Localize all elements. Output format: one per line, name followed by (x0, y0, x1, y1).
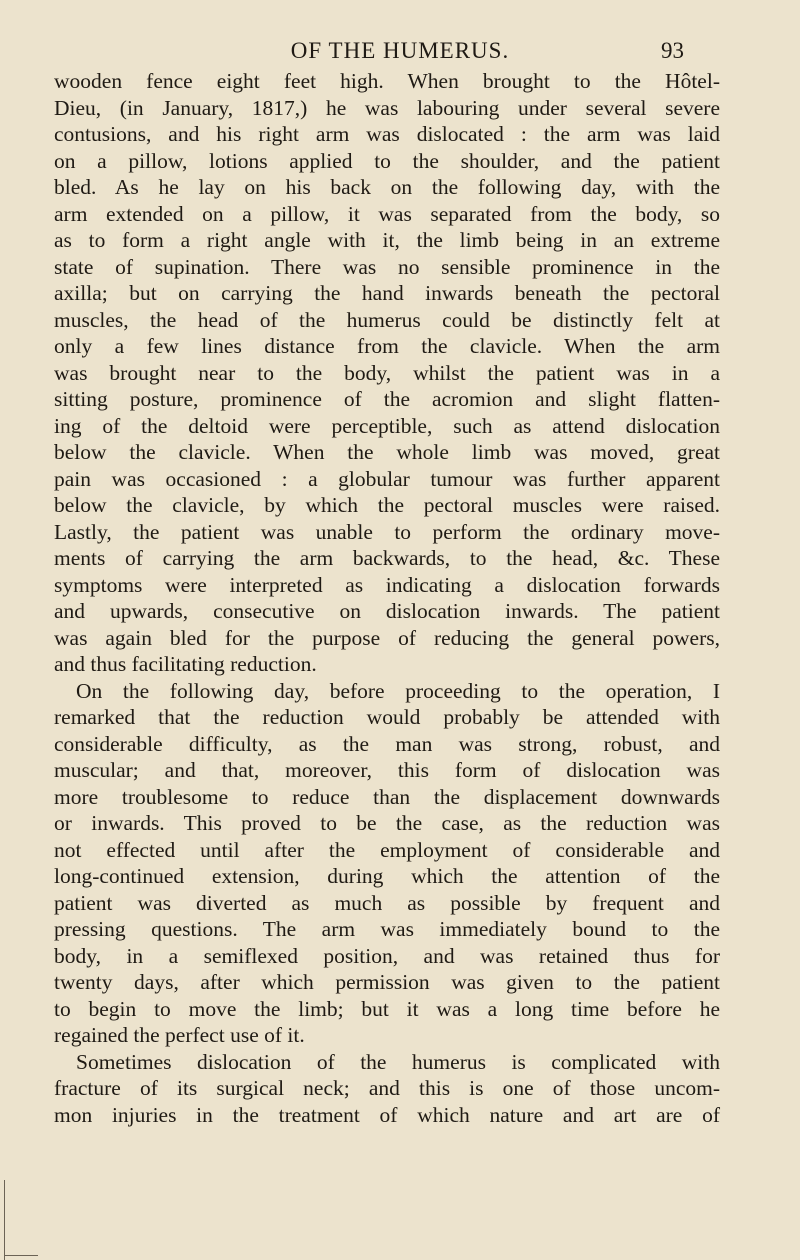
text-line: pressing questions. The arm was immediately bound to the (54, 917, 720, 941)
text-line: below the clavicle, by which the pectoral muscles were raised. (54, 493, 720, 517)
text-line: ing of the deltoid were perceptible, such as attend dislocation (54, 413, 720, 438)
text-line: was again bled for the purpose of reducing the general powers, (54, 625, 720, 650)
text-line: long-continued extension, during which the attention of the (54, 864, 720, 888)
text-line: axilla; but on carrying the hand inwards beneath the pectoral (54, 281, 720, 305)
text-line: muscles, the head of the humerus could be distinctly felt at (54, 307, 720, 332)
text-line: below the clavicle. When the whole limb was moved, great (54, 440, 720, 464)
text-line: bled. As he lay on his back on the following day, with the (54, 175, 720, 199)
text-line: mon injuries in the treatment of which nature and art are of (54, 1102, 720, 1127)
text-line: was brought near to the body, whilst the patient was in a (54, 360, 720, 385)
text-line: On the following day, before proceeding to the operation, I (76, 678, 720, 703)
text-line: on a pillow, lotions applied to the shoulder, and the patient (54, 148, 720, 173)
text-line: muscular; and that, moreover, this form of dislocation was (54, 758, 720, 782)
text-line: only a few lines distance from the clavicle. When the arm (54, 334, 720, 358)
text-line: considerable difficulty, as the man was strong, robust, and (54, 731, 720, 756)
text-line: body, in a semiflexed position, and was retained thus for (54, 943, 720, 968)
page-edge-line (4, 1180, 5, 1260)
text-line: state of supination. There was no sensible prominence in the (54, 254, 720, 279)
text-line: patient was diverted as much as possible by frequent and (54, 890, 720, 915)
text-line: to begin to move the limb; but it was a long time before he (54, 996, 720, 1021)
text-line: more troublesome to reduce than the displacement downwards (54, 784, 720, 809)
running-head (0, 38, 800, 64)
text-line: Lastly, the patient was unable to perform the ordinary move- (54, 519, 720, 544)
text-line: or inwards. This proved to be the case, as the reduction was (54, 811, 720, 835)
text-line: twenty days, after which permission was given to the patient (54, 970, 720, 994)
page-running-title: OF THE HUMERUS. (290, 38, 510, 63)
text-line: not effected until after the employment of considerable and (54, 837, 720, 862)
text-line: symptoms were interpreted as indicating a dislocation forwards (54, 572, 720, 597)
text-line: ments of carrying the arm backwards, to the head, &c. These (54, 546, 720, 570)
text-line: as to form a right angle with it, the limb being in an extreme (54, 228, 720, 252)
text-line: and upwards, consecutive on dislocation inwards. The patient (54, 599, 720, 623)
text-line: Dieu, (in January, 1817,) he was labouring under several severe (54, 95, 720, 120)
text-line: wooden fence eight feet high. When brought to the Hôtel- (54, 69, 720, 93)
text-line: contusions, and his right arm was dislocated : the arm was laid (54, 122, 720, 146)
page-edge-line-bottom (4, 1255, 38, 1256)
text-line: Sometimes dislocation of the humerus is complicated with (76, 1049, 720, 1074)
body-text (54, 68, 720, 1128)
text-line: regained the perfect use of it. (54, 1023, 305, 1047)
text-line: pain was occasioned : a globular tumour was further apparent (54, 466, 720, 491)
text-line: sitting posture, prominence of the acromion and slight flatten- (54, 387, 720, 411)
text-line: arm extended on a pillow, it was separated from the body, so (54, 201, 720, 226)
text-line: remarked that the reduction would probably be attended with (54, 705, 720, 729)
page-number: 93 (661, 38, 684, 63)
text-line: fracture of its surgical neck; and this is one of those uncom- (54, 1076, 720, 1100)
text-line: and thus facilitating reduction. (54, 652, 317, 676)
